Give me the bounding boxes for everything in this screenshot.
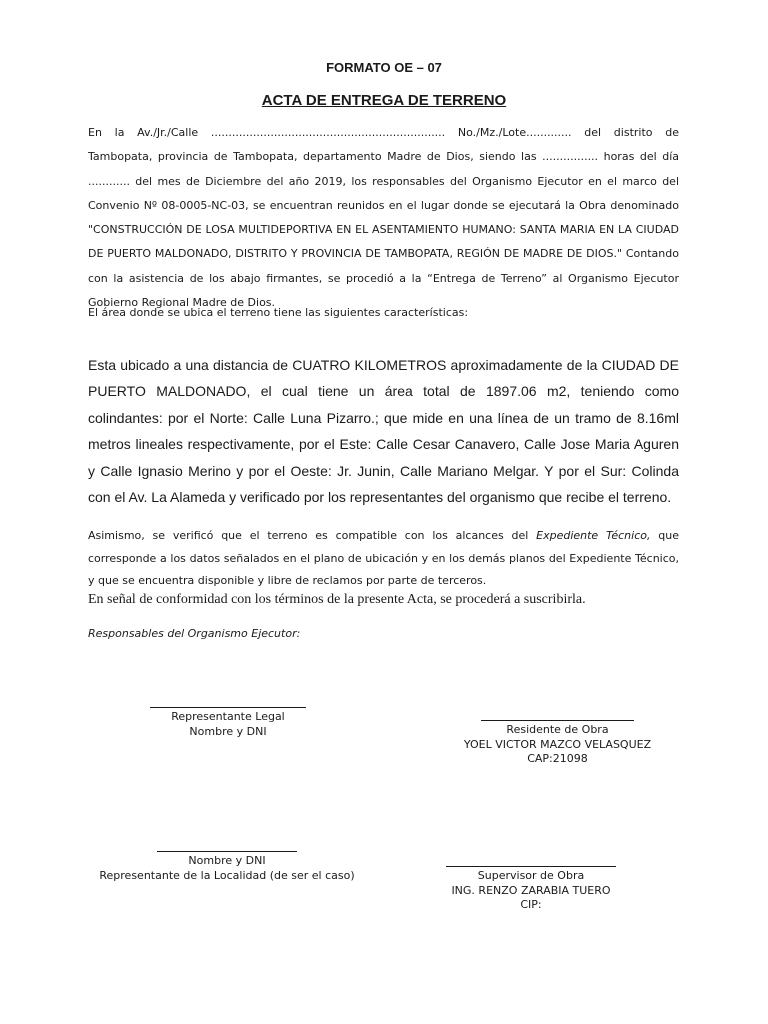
signature-id: CIP: (520, 898, 542, 911)
document-title: ACTA DE ENTREGA DE TERRENO (261, 92, 507, 109)
signature-block-local-representative (60, 851, 394, 883)
signature-name: YOEL VICTOR MAZCO VELASQUEZ (463, 737, 652, 751)
signature-line (481, 720, 634, 721)
verification-text-end: que corresponde a los datos señalados en el plano de ubicación y en los demás planos del Expediente Técnico, y que se encuentra disponible y libre de reclamos por parte de terceros. (88, 529, 679, 587)
paragraph-verification (88, 525, 679, 593)
signature-subtitle: Nombre y DNI (188, 854, 266, 867)
signature-role: Representante Legal (171, 710, 285, 723)
signature-role: Residente de Obra (506, 723, 609, 736)
paragraph-characteristics-lead: El área donde se ubica el terreno tiene las siguientes características: (88, 306, 469, 319)
signature-block-resident (400, 720, 715, 767)
format-code: FORMATO OE – 07 (326, 60, 442, 75)
signature-name: ING. RENZO ZARABIA TUERO (451, 883, 611, 897)
verification-text-start: Asimismo, se verificó que el terreno es compatible con los alcances del (88, 529, 537, 542)
signature-id: CAP:21098 (527, 752, 588, 765)
signature-block-legal-representative (110, 707, 346, 739)
signature-role: Representante de la Localidad (de ser el caso) (99, 868, 355, 882)
expediente-tecnico-italic: Expediente Técnico, (536, 529, 651, 542)
signature-block-supervisor (400, 866, 662, 913)
signature-line (446, 866, 616, 867)
signature-line (150, 707, 306, 708)
signature-subtitle: Nombre y DNI (189, 724, 267, 738)
signature-role: Supervisor de Obra (477, 869, 585, 882)
paragraph-location: En la Av./Jr./Calle ................................................................... No./Mz./Lote............. del distrito de Tambopata, provincia de Tambopata, departamento Madre de Dios, siendo las ................ horas del día ............ del mes de Diciembre del año 2019, los responsables del Organismo Ejecutor en el marco del Convenio Nº 08-0005-NC-03, se encuentran reunidos en el lugar donde se ejecutará la Obra denominado "CONSTRUCCIÓN DE LOSA MULTIDEPORTIVA EN EL ASENTAMIENTO HUMANO: SANTA MARIA EN LA CIUDAD DE PUERTO MALDONADO, DISTRITO Y PROVINCIA DE TAMBOPATA, REGIÓN DE MADRE DE DIOS." Contando con la asistencia de los abajo firmantes, se procedió a la “Entrega de Terreno” al Organismo Ejecutor Gobierno Regional Madre de Dios. (88, 126, 679, 310)
signature-line (157, 851, 297, 852)
paragraph-conformity: En señal de conformidad con los términos de la presente Acta, se procederá a suscribirla. (88, 592, 586, 607)
paragraph-characteristics: Esta ubicado a una distancia de CUATRO KILOMETROS aproximadamente de la CIUDAD DE PUERTO MALDONADO, el cual tiene un área total de 1897.06 m2, teniendo como colindantes: por el Norte: Calle Luna Pizarro.; que mide en una línea de un tramo de 8.16ml metros lineales respectivamente, por el Este: Calle Cesar Canavero, Calle Jose Maria Aguren y Calle Ignasio Merino y por el Oeste: Jr. Junin, Calle Mariano Melgar. Y por el Sur: Colinda con el Av. La Alameda y verificado por los representantes del organismo que recibe el terreno. (88, 357, 679, 506)
responsables-label: Responsables del Organismo Ejecutor: (88, 627, 301, 640)
